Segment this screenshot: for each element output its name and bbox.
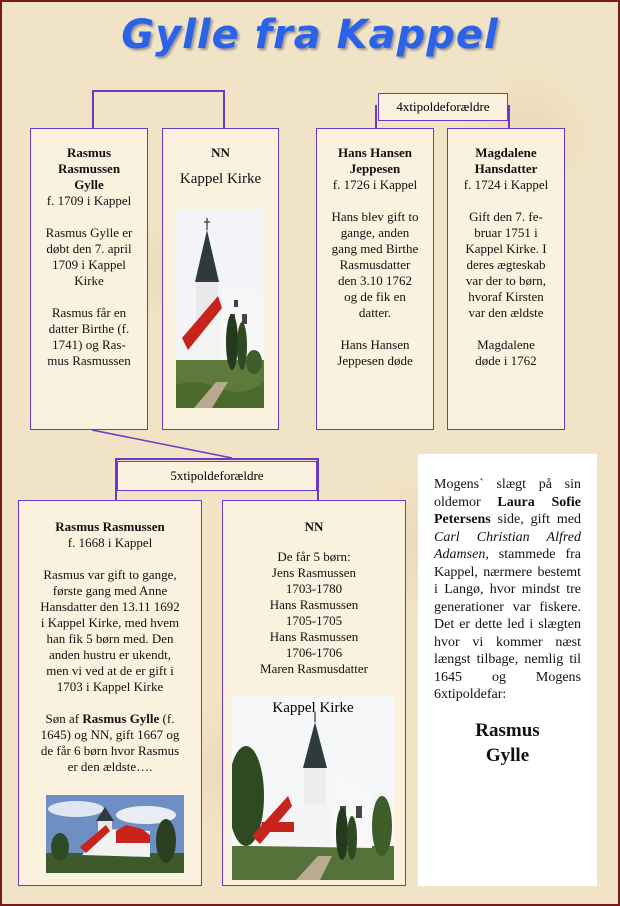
- person-name: Rasmus: [66, 145, 112, 160]
- text-line: den 3.10 1762: [337, 273, 413, 288]
- connector-line: [115, 458, 318, 460]
- text-line: men vi ved at de er gift i: [46, 663, 174, 678]
- text-line: Hans blev gift to: [331, 209, 419, 224]
- text-line: Rasmusdatter: [339, 257, 411, 272]
- birth-info: f. 1668 i Kappel: [67, 535, 153, 550]
- text-line: Kirke: [74, 273, 104, 288]
- note-text: side, gift med: [490, 512, 581, 527]
- person-name: Rasmus Rasmussen: [55, 519, 165, 534]
- person-name: Rasmussen: [57, 161, 121, 176]
- text-line: første gang med Anne: [52, 583, 168, 598]
- text-line: 1703 i Kappel Kirke: [56, 679, 164, 694]
- person-name: Magdalene: [475, 145, 537, 160]
- text-line: i Kappel Kirke, med hvem: [40, 615, 180, 630]
- note-text: Mogens` slægt på sin oldemor: [434, 477, 581, 510]
- text-line: Magdalene: [477, 337, 535, 352]
- text-line: gang med Birthe: [331, 241, 419, 256]
- text-line: Rasmus var gift to gange,: [43, 567, 177, 582]
- text-line: gange, anden: [340, 225, 410, 240]
- birth-info: f. 1726 i Kappel: [332, 177, 418, 192]
- text-line: døde i 1762: [475, 353, 537, 368]
- parent-name: Rasmus Gylle: [82, 711, 160, 726]
- text-line: mus Rasmussen: [47, 353, 131, 368]
- text-line: Jeppesen døde: [337, 353, 413, 368]
- child-entry: 1705-1705: [285, 613, 343, 628]
- text-line: anden hustru er ukendt,: [48, 647, 172, 662]
- church-label: Kappel Kirke: [272, 700, 354, 716]
- child-entry: 1703-1780: [285, 581, 343, 596]
- text-line: deres ægteskab: [466, 257, 546, 272]
- connector-line: [317, 458, 319, 500]
- generation-label-5x: 5xtipoldeforældre: [117, 461, 317, 491]
- person-card-hans-jeppesen: [316, 128, 434, 430]
- text-line: 1709 i Kappel: [52, 257, 126, 272]
- person-name: Jeppesen: [349, 161, 401, 176]
- church-photo-bottom-right: [232, 696, 394, 880]
- church-photo-bottom-left: [46, 795, 184, 873]
- text-line: Gift den 7. fe-: [469, 209, 543, 224]
- birth-info: f. 1709 i Kappel: [46, 193, 132, 208]
- text-line: var den ældste: [468, 305, 544, 320]
- birth-info: f. 1724 i Kappel: [463, 177, 549, 192]
- text-line: Hans Hansen: [340, 337, 410, 352]
- church-photo-top: [176, 210, 264, 408]
- person-name: Hansdatter: [474, 161, 538, 176]
- person-name: Hans Hansen: [337, 145, 413, 160]
- person-name: NN: [304, 519, 324, 534]
- child-entry: Hans Rasmussen: [269, 597, 359, 612]
- child-entry: Hans Rasmussen: [269, 629, 359, 644]
- church-label: Kappel Kirke: [179, 171, 262, 187]
- person-name: NN: [211, 145, 230, 160]
- generation-label-4x: 4xtipoldeforældre: [378, 93, 508, 121]
- text-line: de får 6 børn hvor Rasmus: [40, 743, 180, 758]
- text-line: Hansdatter den 13.11 1692: [40, 599, 180, 614]
- text-line: 1741) og Ras-: [52, 337, 126, 352]
- text-line: datter Birthe (f.: [48, 321, 130, 336]
- child-entry: Maren Rasmusdatter: [260, 661, 368, 676]
- text-line: og de fik en: [344, 289, 406, 304]
- text-line: Rasmus får en: [51, 305, 127, 320]
- ancestor-name: [434, 718, 581, 768]
- person-card-magdalene-hansdatter: [447, 128, 565, 430]
- page-title: Gylle fra Kappel: [121, 12, 499, 58]
- person-card-rasmus-gylle: [30, 128, 148, 430]
- text-line: han fik 5 børn med. Den: [46, 631, 174, 646]
- note-name-italic: Carl Christian Alfred Adamsen: [434, 529, 581, 562]
- note-name-bold: Laura Sofie Petersens: [434, 494, 582, 527]
- ancestor-name-line: Gylle: [485, 744, 530, 766]
- text-line: 1645) og NN, gift 1667 og: [40, 727, 180, 742]
- text-span: (f.: [159, 711, 175, 726]
- family-note: [418, 454, 597, 886]
- text-span: Søn af: [45, 711, 83, 726]
- child-entry: Jens Rasmussen: [271, 565, 357, 580]
- text-line: hvoraf Kirsten: [468, 289, 544, 304]
- person-name: Gylle: [74, 177, 104, 192]
- ancestor-name-line: Rasmus: [475, 719, 540, 741]
- text-line: datter.: [358, 305, 392, 320]
- text-line: var der to børn,: [465, 273, 547, 288]
- note-text: , stammede fra Kappel, nærmere bestemt i Langø, hvor mindst tre generationer var fiskere. Det er dette led i slægten hvor vi kommer næst længst tilbage, nemlig til 1645 og Mogens 6xtipoldefar:: [434, 547, 581, 702]
- text-line: bruar 1751 i: [474, 225, 538, 240]
- children-intro: De får 5 børn:: [277, 549, 351, 564]
- text-line: er den ældste….: [67, 759, 153, 774]
- child-entry: 1706-1706: [285, 645, 343, 660]
- text-line: døbt den 7. april: [46, 241, 132, 256]
- text-line: [19, 711, 201, 727]
- text-line: Rasmus Gylle er: [45, 225, 133, 240]
- text-line: Kappel Kirke. I: [465, 241, 547, 256]
